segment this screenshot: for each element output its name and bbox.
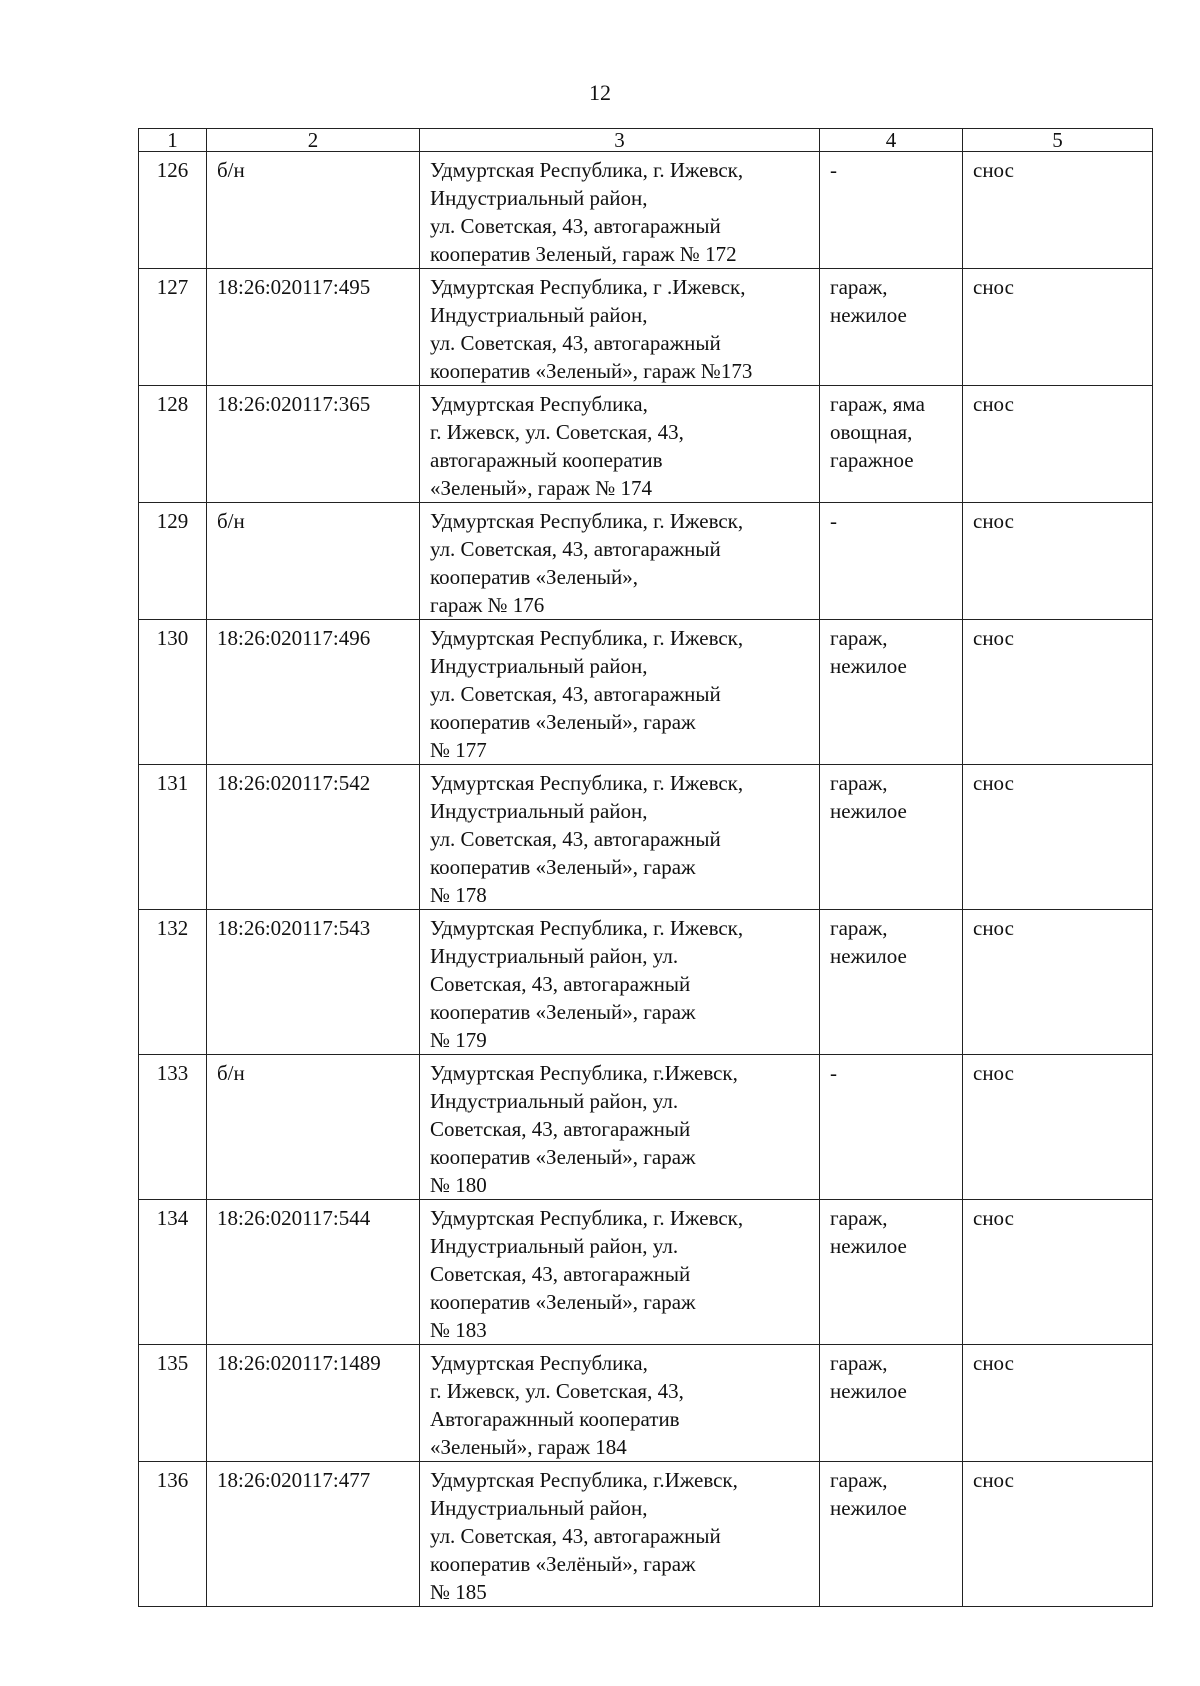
object-type: гараж, нежилое — [820, 269, 963, 386]
row-number: 134 — [139, 1200, 207, 1345]
row-number: 135 — [139, 1345, 207, 1462]
action: снос — [963, 269, 1153, 386]
table-row — [139, 1462, 1153, 1607]
column-header-3: 3 — [420, 129, 820, 152]
address: Удмуртская Республика, г. Ижевск, ул. Советская, 43, Автогаражнный кооператив «Зеленый», гараж 184 — [420, 1345, 820, 1462]
address: Удмуртская Республика, г .Ижевск, Индустриальный район, ул. Советская, 43, автогаражный кооператив «Зеленый», гараж №173 — [420, 269, 820, 386]
row-number: 130 — [139, 620, 207, 765]
object-type: гараж, нежилое — [820, 1200, 963, 1345]
table-row — [139, 1200, 1153, 1345]
action: снос — [963, 910, 1153, 1055]
header-row — [139, 129, 1153, 152]
table-row — [139, 386, 1153, 503]
object-type: гараж, нежилое — [820, 1345, 963, 1462]
address: Удмуртская Республика, г. Ижевск, Индустриальный район, ул. Советская, 43, автогаражный кооператив «Зеленый», гараж № 178 — [420, 765, 820, 910]
cadastral-number: 18:26:020117:365 — [207, 386, 420, 503]
table-row — [139, 1055, 1153, 1200]
cadastral-number: 18:26:020117:1489 — [207, 1345, 420, 1462]
address: Удмуртская Республика, г. Ижевск, Индустриальный район, ул. Советская, 43, автогаражный кооператив Зеленый, гараж № 172 — [420, 152, 820, 269]
table-row — [139, 910, 1153, 1055]
object-type: - — [820, 503, 963, 620]
object-type: гараж, нежилое — [820, 910, 963, 1055]
object-type: гараж, нежилое — [820, 620, 963, 765]
object-type: гараж, яма овощная, гаражное — [820, 386, 963, 503]
table-body — [139, 152, 1153, 1607]
table-row — [139, 1345, 1153, 1462]
row-number: 129 — [139, 503, 207, 620]
table-row — [139, 620, 1153, 765]
cadastral-number: 18:26:020117:543 — [207, 910, 420, 1055]
property-table — [138, 128, 1153, 1607]
cadastral-number: 18:26:020117:477 — [207, 1462, 420, 1607]
page-number: 12 — [589, 80, 611, 105]
object-type: - — [820, 152, 963, 269]
column-header-2: 2 — [207, 129, 420, 152]
address: Удмуртская Республика, г. Ижевск, ул. Советская, 43, автогаражный кооператив «Зеленый», гараж № 176 — [420, 503, 820, 620]
row-number: 126 — [139, 152, 207, 269]
column-header-5: 5 — [963, 129, 1153, 152]
address: Удмуртская Республика, г. Ижевск, Индустриальный район, ул. Советская, 43, автогаражный кооператив «Зеленый», гараж № 183 — [420, 1200, 820, 1345]
row-number: 132 — [139, 910, 207, 1055]
action: снос — [963, 1345, 1153, 1462]
action: снос — [963, 152, 1153, 269]
cadastral-number: б/н — [207, 152, 420, 269]
object-type: гараж, нежилое — [820, 1462, 963, 1607]
table-row — [139, 152, 1153, 269]
table-row — [139, 765, 1153, 910]
action: снос — [963, 765, 1153, 910]
cadastral-number: 18:26:020117:496 — [207, 620, 420, 765]
object-type: - — [820, 1055, 963, 1200]
address: Удмуртская Республика, г. Ижевск, Индустриальный район, ул. Советская, 43, автогаражный кооператив «Зеленый», гараж № 177 — [420, 620, 820, 765]
table-row — [139, 269, 1153, 386]
address: Удмуртская Республика, г.Ижевск, Индустриальный район, ул. Советская, 43, автогаражный кооператив «Зеленый», гараж № 180 — [420, 1055, 820, 1200]
action: снос — [963, 1200, 1153, 1345]
cadastral-number: 18:26:020117:495 — [207, 269, 420, 386]
action: снос — [963, 1462, 1153, 1607]
address: Удмуртская Республика, г. Ижевск, ул. Советская, 43, автогаражный кооператив «Зеленый», гараж № 174 — [420, 386, 820, 503]
cadastral-number: б/н — [207, 1055, 420, 1200]
row-number: 128 — [139, 386, 207, 503]
row-number: 131 — [139, 765, 207, 910]
object-type: гараж, нежилое — [820, 765, 963, 910]
action: снос — [963, 1055, 1153, 1200]
address: Удмуртская Республика, г.Ижевск, Индустриальный район, ул. Советская, 43, автогаражный кооператив «Зелёный», гараж № 185 — [420, 1462, 820, 1607]
action: снос — [963, 386, 1153, 503]
table-row — [139, 503, 1153, 620]
column-header-4: 4 — [820, 129, 963, 152]
address: Удмуртская Республика, г. Ижевск, Индустриальный район, ул. Советская, 43, автогаражный кооператив «Зеленый», гараж № 179 — [420, 910, 820, 1055]
column-header-1: 1 — [139, 129, 207, 152]
action: снос — [963, 620, 1153, 765]
action: снос — [963, 503, 1153, 620]
row-number: 133 — [139, 1055, 207, 1200]
cadastral-number: б/н — [207, 503, 420, 620]
row-number: 136 — [139, 1462, 207, 1607]
row-number: 127 — [139, 269, 207, 386]
table-header — [139, 129, 1153, 152]
cadastral-number: 18:26:020117:544 — [207, 1200, 420, 1345]
cadastral-number: 18:26:020117:542 — [207, 765, 420, 910]
